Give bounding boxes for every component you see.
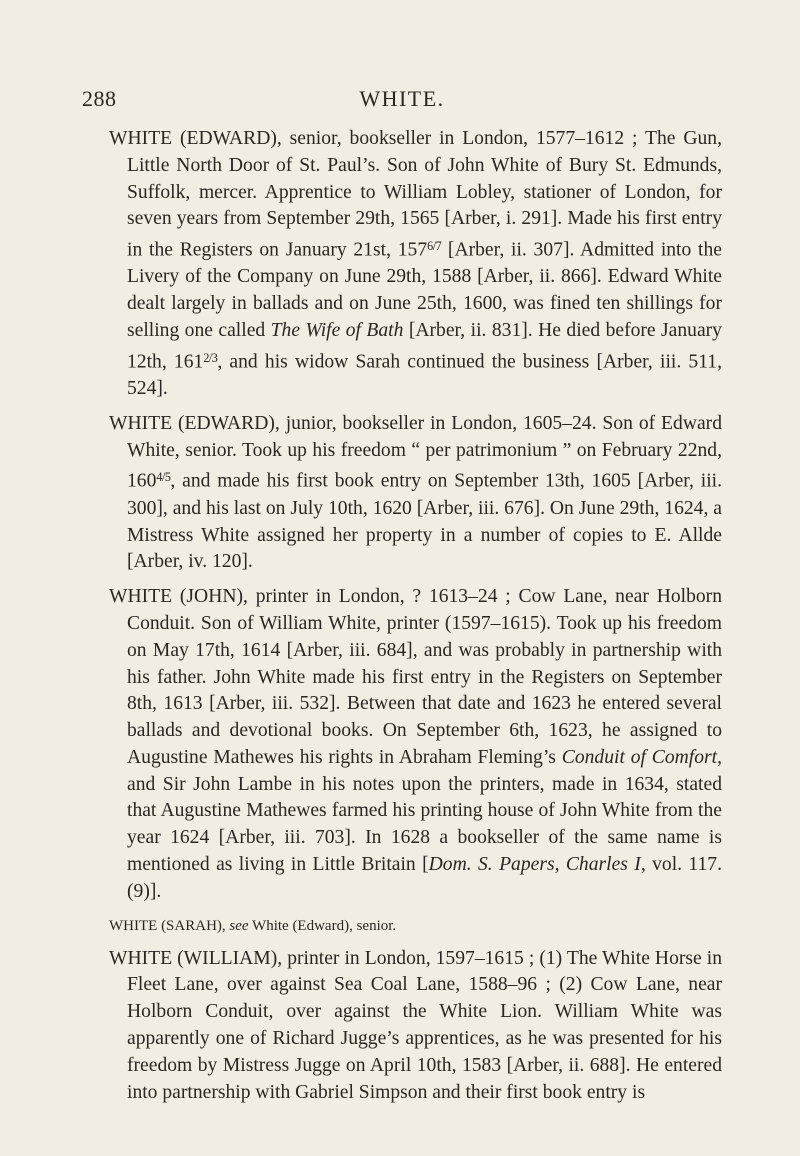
running-head: WHITE. [359, 86, 445, 111]
entry-white-edward-junior [109, 411, 722, 576]
entry-text: , senior, bookseller in London, 1577–1612 ; The Gun, Little North Door of St. Paul’s. Son of John White of Bury St. Edmunds, Suffolk, mercer. Apprentice to William Lobley, stationer of London, for seven years from September 29th, 1565 [Arber, i. 291]. Made his first entry in the Registers on January 21st, 157 [127, 128, 722, 261]
dictionary-body [109, 126, 722, 1114]
entry-text: , junior, bookseller in London, 1605–24. Son of Edward White, senior. Took up his freedom “ per patrimonium ” on February 22nd, 160 [127, 412, 722, 492]
entry-text: , printer in London, ? 1613–24 ; Cow Lane, near Holborn Conduit. Son of William White, printer (1597–1615). Took up his freedom on May 17th, 1614 [Arber, iii. 684], and was probably in partnership with his father. John White made his first entry in the Registers on September 8th, 1613 [Arber, iii. 532]. Between that date and 1623 he entered several ballads and devotional books. On September 6th, 1623, he assigned to Augustine Mathewes his rights in Abraham Fleming’s [127, 586, 722, 768]
entry-text: , and Sir John Lambe in his notes upon the printers, made in 1634, stated that Augustine Mathewes farmed his printing house of John White from the year 1624 [Arber, iii. 703]. In 1628 a bookseller of the same name is mentioned as living in Little Britain [ [127, 746, 722, 876]
entry-forename: (EDWARD) [178, 412, 275, 434]
fraction: 4/5 [156, 470, 171, 485]
entry-forename: (WILLIAM) [177, 947, 278, 969]
entry-white-john [109, 584, 722, 906]
entry-headword: WHITE [109, 128, 173, 149]
entry-headword: WHITE [109, 586, 173, 608]
entry-forename: (EDWARD) [180, 128, 277, 149]
entry-text: , and made his first book entry on September 13th, 1605 [Arber, iii. 300], and his last on July 10th, 1620 [Arber, iii. 676]. On June 29th, 1624, a Mistress White assigned her property in a number of copies to E. Allde [Arber, iv. 120]. [127, 470, 722, 573]
book-title: Conduit of Comfort [561, 746, 718, 768]
entry-text: White (Edward), senior. [248, 917, 397, 934]
entry-text: , printer in London, 1597–1615 ; (1) The White Horse in Fleet Lane, over against Sea Coal Lane, 1588–96 ; (2) Cow Lane, near Holborn Conduit, over against the White Lion. William White was apparently one of Richard Jugge’s apprentices, as he was presented for his freedom by Mistress Jugge on April 10th, 1583 [Arber, ii. 688]. He entered into partnership with Gabriel Simpson and their first book entry is [127, 947, 722, 1103]
entry-text: , [221, 917, 230, 934]
entry-white-william [109, 946, 722, 1107]
book-title: The Wife of Bath [270, 320, 404, 342]
entry-text: , vol. 117. (9)]. [127, 854, 722, 902]
page-header [82, 86, 722, 116]
entry-text: , and his widow Sarah continued the business [Arber, iii. 511, 524]. [127, 351, 722, 400]
entry-headword: WHITE [109, 947, 173, 969]
page-number: 288 [82, 86, 117, 111]
entry-forename: (SARAH) [161, 917, 222, 934]
entry-text: [Arber, ii. 831]. He died before January 12th, 161 [127, 320, 722, 373]
entry-white-edward-senior [109, 126, 722, 403]
entry-headword: WHITE [109, 917, 158, 934]
entry-text: [Arber, ii. 307]. Admitted into the Livery of the Company on June 29th, 1588 [Arber, ii. 866]. Edward White dealt largely in ballads and on June 25th, 1600, was fined ten shillings for selling one called [127, 239, 722, 342]
entry-white-sarah [109, 914, 722, 938]
fraction: 6/7 [427, 239, 442, 254]
entry-forename: (JOHN) [179, 586, 244, 608]
entry-headword: WHITE [109, 412, 173, 434]
fraction: 2/3 [203, 350, 218, 365]
cross-reference-see: see [229, 917, 249, 934]
source-citation: Dom. S. Papers, Charles I [428, 854, 641, 876]
